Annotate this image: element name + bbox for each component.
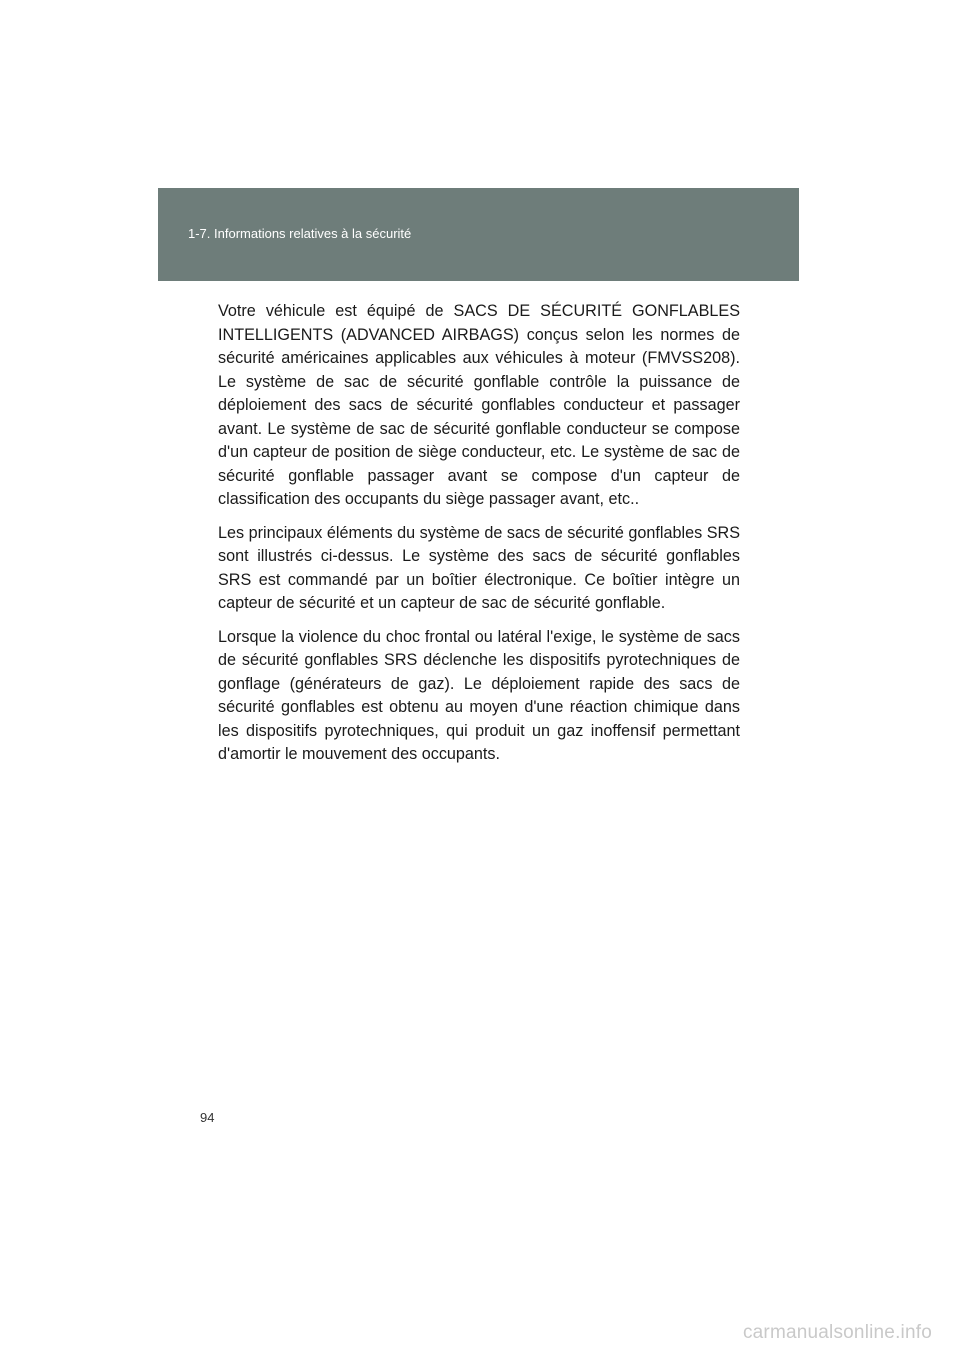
page-number: 94 (200, 1110, 215, 1125)
paragraph-srs-components: Les principaux éléments du système de sacs de sécurité gonflables SRS sont illustrés ci-dessus. Le système des sacs de sécurité gonflables SRS est commandé par un boîtier électronique. Ce boîtier intègre un capteur de sécurité et un capteur de sac de sécurité gonflable. (218, 523, 740, 612)
paragraph-deployment: Lorsque la violence du choc frontal ou latéral l'exige, le système de sacs de sécurité gonflables SRS déclenche les dispositifs pyrotechniques de gonflage (générateurs de gaz). Le déploiement rapide des sacs de sécurité gonflables est obtenu au moyen d'une réaction chimique dans les dispositifs pyrotechniques, qui produit un gaz inoffensif permettant d'amortir le mouvement des occupants. (218, 627, 740, 763)
paragraph-advanced-airbags: Votre véhicule est équipé de SACS DE SÉCURITÉ GONFLABLES INTELLIGENTS (ADVANCED AIRBAGS) conçus selon les normes de sécurité américaines applicables aux véhicules à moteur (FMVSS208). Le système de sac de sécurité gonflable contrôle la puissance de déploiement des sacs de sécurité gonflables conducteur et passager avant. Le système de sac de sécurité gonflable conducteur se compose d'un capteur de position de siège conducteur, etc. Le système de sac de sécurité gonflable passager avant se compose d'un capteur de classification des occupants du siège passager avant, etc.. (218, 302, 740, 508)
watermark: carmanualsonline.info (742, 1322, 932, 1343)
section-title: 1-7. Informations relatives à la sécurité (188, 226, 412, 241)
body-text (218, 300, 740, 777)
section-header-band (158, 188, 799, 281)
